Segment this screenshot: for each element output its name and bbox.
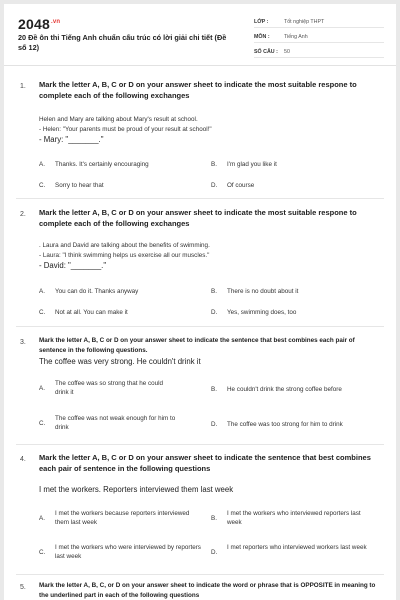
question-context: - Mary: "_______." <box>39 135 104 144</box>
divider <box>16 198 384 199</box>
question-prompt: Mark the letter A, B, C, or D on your answer sheet to indicate the word or phrase that is OPPOSITE in meaning to the underlined part in each of the following questions <box>39 582 376 599</box>
option-b[interactable] <box>211 287 362 296</box>
question-context: . Laura and David are talking about the benefits of swimming. <box>39 242 210 249</box>
option-letter: A. <box>39 288 45 295</box>
option-a[interactable] <box>39 287 190 296</box>
divider <box>16 444 384 445</box>
option-d[interactable] <box>211 181 362 190</box>
question-number: 1. <box>20 83 26 90</box>
meta-row-count <box>254 46 384 58</box>
option-letter: B. <box>211 386 217 393</box>
option-text: I met the workers who were interviewed by reporters last week <box>55 544 201 560</box>
divider <box>16 326 384 327</box>
option-b[interactable] <box>211 509 367 527</box>
option-text: I met the workers who interviewed reporters last week <box>227 510 361 526</box>
question-context: - David: "_______." <box>39 261 107 270</box>
question-prompt: Mark the letter A, B, C or D on your answer sheet to indicate the most suitable respone to complete each of the following exchanges <box>39 208 357 228</box>
option-letter: D. <box>211 182 218 189</box>
option-text: Not at all. You can make it <box>55 309 128 316</box>
question-prompt: Mark the letter A, B, C or D on your answer sheet to indicate the sentence that best combines each pair of sentence in the following questions <box>39 453 371 473</box>
question-number: 3. <box>20 339 26 346</box>
question-context: Helen and Mary are talking about Mary's result at school. <box>39 116 198 123</box>
option-text: The coffee was not weak enough for him to drink <box>55 415 176 431</box>
question-prompt: Mark the letter A, B, C or D on your answer sheet to indicate the sentence that best combines each pair of sentence in the following questions. <box>39 337 355 354</box>
option-d[interactable] <box>211 543 377 557</box>
option-c[interactable] <box>39 181 190 190</box>
option-text: I'm glad you like it <box>227 161 277 168</box>
option-letter: D. <box>211 309 218 316</box>
option-letter: B. <box>211 515 217 522</box>
option-c[interactable] <box>39 543 205 561</box>
question-number: 2. <box>20 211 26 218</box>
meta-key: MÔN : <box>254 34 270 40</box>
option-a[interactable] <box>39 509 190 527</box>
option-text: There is no doubt about it <box>227 288 299 295</box>
option-letter: C. <box>39 549 46 556</box>
question-context: - Helen: "Your parents must be proud of your result at school!" <box>39 126 212 133</box>
option-text: Yes, swimming does, too <box>227 309 297 316</box>
question-number: 4. <box>20 456 26 463</box>
option-letter: C. <box>39 420 46 427</box>
divider <box>16 574 384 575</box>
document-page <box>4 4 396 600</box>
option-letter: B. <box>211 288 217 295</box>
option-letter: B. <box>211 161 217 168</box>
meta-value: Tiếng Anh <box>284 34 308 40</box>
meta-value: Tốt nghiệp THPT <box>284 19 325 25</box>
option-text: He couldn't drink the strong coffee before <box>227 386 342 393</box>
option-b[interactable] <box>211 160 362 169</box>
option-letter: A. <box>39 515 45 522</box>
option-text: Thanks. It's certainly encouraging <box>55 161 149 168</box>
option-letter: D. <box>211 421 218 428</box>
question-number: 5. <box>20 584 26 591</box>
document-header <box>4 4 396 66</box>
document-title: 20 Đề ôn thi Tiếng Anh chuẩn cấu trúc có lời giải chi tiết (Đề số 12) <box>18 33 227 52</box>
option-text: I met the workers because reporters interviewed them last week <box>55 510 190 526</box>
site-logo[interactable]: $2048^{.vn}$ <box>18 16 61 32</box>
option-letter: C. <box>39 182 46 189</box>
option-letter: C. <box>39 309 46 316</box>
meta-key: LỚP : <box>254 19 269 25</box>
question-sentence: The coffee was very strong. He couldn't drink it <box>39 357 201 366</box>
meta-row-class <box>254 16 384 28</box>
question-prompt: Mark the letter A, B, C or D on your answer sheet to indicate the most suitable respone to complete each of the following exchanges <box>39 80 357 100</box>
option-b[interactable] <box>211 385 387 394</box>
option-text: You can do it. Thanks anyway <box>55 288 139 295</box>
question-context: - Laura: "I think swimming helps us exercise all our muscles." <box>39 252 210 259</box>
option-c[interactable] <box>39 414 181 432</box>
meta-value: 50 <box>284 49 290 55</box>
option-letter: A. <box>39 161 45 168</box>
option-a[interactable] <box>39 160 190 169</box>
option-d[interactable] <box>211 308 362 317</box>
option-text: Sorry to hear that <box>55 182 104 189</box>
option-text: Of course <box>227 182 255 189</box>
option-a[interactable] <box>39 379 177 397</box>
option-letter: A. <box>39 385 45 392</box>
question-sentence: I met the workers. Reporters interviewed them last week <box>39 485 234 494</box>
option-c[interactable] <box>39 308 190 317</box>
option-letter: D. <box>211 549 218 556</box>
meta-row-subject <box>254 31 384 43</box>
option-text: The coffee was so strong that he could drink it <box>55 380 164 396</box>
option-text: The coffee was too strong for him to drink <box>227 421 343 428</box>
option-text: I met reporters who interviewed workers last week <box>227 544 367 551</box>
meta-key: SỐ CÂU : <box>254 49 278 55</box>
meta-table <box>254 16 384 61</box>
option-d[interactable] <box>211 420 387 429</box>
